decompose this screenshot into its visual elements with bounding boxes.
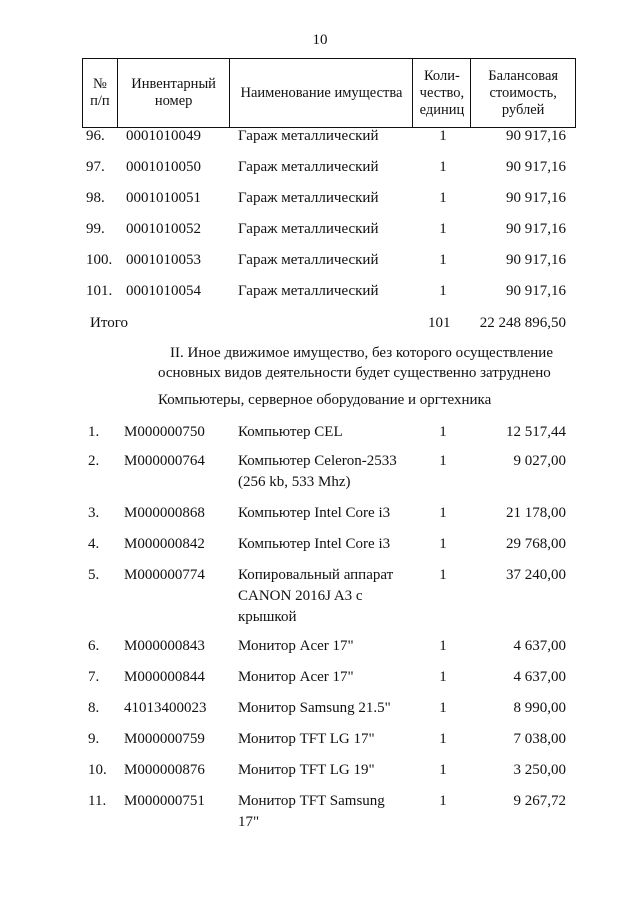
row-inventory: 0001010049 <box>126 128 201 144</box>
table-row <box>0 422 640 444</box>
row-qty: 1 <box>439 762 447 778</box>
row-inventory: M000000759 <box>124 731 205 747</box>
row-name: Гараж металлический <box>238 128 379 144</box>
row-name: Гараж металлический <box>238 283 379 299</box>
total-row <box>0 313 640 335</box>
header-balance-cost: Балансовая стоимость, рублей <box>471 59 576 128</box>
row-cost: 90 917,16 <box>506 252 566 268</box>
table-row <box>0 281 640 303</box>
row-name: Гараж металлический <box>238 159 379 175</box>
table-row <box>0 126 640 148</box>
header-quantity: Коли- чество, единиц <box>413 59 471 128</box>
table-row <box>0 219 640 241</box>
row-cost: 7 038,00 <box>513 731 566 747</box>
row-qty: 1 <box>439 505 447 521</box>
row-inventory: M000000764 <box>124 453 205 469</box>
row-name: Монитор Acer 17" <box>238 669 354 685</box>
row-cost: 90 917,16 <box>506 159 566 175</box>
header-inventory-number: Инвентарный номер <box>117 59 230 128</box>
row-inventory: M000000876 <box>124 762 205 778</box>
row-name: Монитор TFT Samsung 17" <box>238 793 385 830</box>
row-number: 9. <box>88 731 100 747</box>
row-cost: 90 917,16 <box>506 128 566 144</box>
row-cost: 12 517,44 <box>506 424 566 440</box>
row-name: Монитор TFT LG 17" <box>238 731 375 747</box>
row-name: Компьютер Intel Core i3 <box>238 536 391 552</box>
row-number: 3. <box>88 505 100 521</box>
row-name: Компьютер Intel Core i3 <box>238 505 391 521</box>
table-row <box>0 250 640 272</box>
row-qty: 1 <box>439 638 447 654</box>
row-number: 101. <box>86 283 113 299</box>
header-num: № п/п <box>83 59 118 128</box>
row-number: 99. <box>86 221 105 237</box>
section-heading-line1: II. Иное движимое имущество, без которого осуществление <box>170 345 553 361</box>
row-cost: 8 990,00 <box>513 700 566 716</box>
row-qty: 1 <box>439 252 447 268</box>
table-row <box>0 729 640 751</box>
row-name: Копировальный аппарат CANON 2016J A3 с крышкой <box>238 567 394 625</box>
row-cost: 29 768,00 <box>506 536 566 552</box>
row-inventory: 0001010053 <box>126 252 201 268</box>
row-qty: 1 <box>439 190 447 206</box>
row-inventory: M000000751 <box>124 793 205 809</box>
page-number: 10 <box>312 32 328 48</box>
table-row <box>0 534 640 556</box>
row-number: 96. <box>86 128 105 144</box>
row-qty: 1 <box>439 283 447 299</box>
row-number: 7. <box>88 669 100 685</box>
row-number: 98. <box>86 190 105 206</box>
table-row <box>0 188 640 210</box>
table-row <box>0 157 640 179</box>
row-inventory: M000000844 <box>124 669 205 685</box>
row-name: Монитор TFT LG 19" <box>238 762 375 778</box>
row-number: 5. <box>88 567 100 583</box>
row-cost: 90 917,16 <box>506 283 566 299</box>
row-inventory: M000000843 <box>124 638 205 654</box>
table-row <box>0 451 640 495</box>
row-name: Гараж металлический <box>238 252 379 268</box>
table-row <box>0 636 640 658</box>
table-row <box>0 503 640 525</box>
row-cost: 4 637,00 <box>513 669 566 685</box>
section-subheading: Компьютеры, серверное оборудование и оргтехника <box>158 392 492 408</box>
row-number: 97. <box>86 159 105 175</box>
row-qty: 1 <box>439 731 447 747</box>
row-number: 10. <box>88 762 107 778</box>
row-qty: 1 <box>439 424 447 440</box>
row-cost: 9 027,00 <box>513 453 566 469</box>
row-inventory: M000000842 <box>124 536 205 552</box>
row-inventory: M000000750 <box>124 424 205 440</box>
row-number: 4. <box>88 536 100 552</box>
row-qty: 1 <box>439 669 447 685</box>
section-heading-line2: основных видов деятельности будет существенно затруднено <box>158 365 551 381</box>
row-number: 100. <box>86 252 113 268</box>
row-name: Гараж металлический <box>238 221 379 237</box>
row-qty: 1 <box>439 128 447 144</box>
row-inventory: M000000868 <box>124 505 205 521</box>
row-number: 6. <box>88 638 100 654</box>
table-row <box>0 667 640 689</box>
row-name: Монитор Acer 17" <box>238 638 354 654</box>
row-cost: 9 267,72 <box>513 793 566 809</box>
row-qty: 1 <box>439 221 447 237</box>
row-name: Компьютер CEL <box>238 424 343 440</box>
table-row <box>0 565 640 629</box>
row-cost: 37 240,00 <box>506 567 566 583</box>
row-inventory: 41013400023 <box>124 700 207 716</box>
row-qty: 1 <box>439 793 447 809</box>
header-property-name: Наименование имущества <box>230 59 413 128</box>
row-inventory: M000000774 <box>124 567 205 583</box>
row-qty: 1 <box>439 536 447 552</box>
row-cost: 90 917,16 <box>506 221 566 237</box>
row-number: 11. <box>88 793 107 809</box>
row-number: 8. <box>88 700 100 716</box>
row-inventory: 0001010051 <box>126 190 201 206</box>
row-qty: 1 <box>439 567 447 583</box>
row-cost: 3 250,00 <box>513 762 566 778</box>
row-qty: 1 <box>439 159 447 175</box>
row-number: 1. <box>88 424 100 440</box>
table-header <box>82 58 576 128</box>
row-name: Гараж металлический <box>238 190 379 206</box>
table-row <box>0 698 640 720</box>
row-qty: 1 <box>439 700 447 716</box>
row-cost: 21 178,00 <box>506 505 566 521</box>
row-inventory: 0001010052 <box>126 221 201 237</box>
row-cost: 4 637,00 <box>513 638 566 654</box>
row-inventory: 0001010054 <box>126 283 201 299</box>
row-name: Монитор Samsung 21.5" <box>238 700 391 716</box>
total-qty: 101 <box>428 315 451 331</box>
table-row <box>0 791 640 835</box>
total-cost: 22 248 896,50 <box>479 315 566 331</box>
total-label: Итого <box>90 315 128 331</box>
row-number: 2. <box>88 453 100 469</box>
table-row <box>0 760 640 782</box>
row-qty: 1 <box>439 453 447 469</box>
row-cost: 90 917,16 <box>506 190 566 206</box>
row-name: Компьютер Celeron-2533 (256 kb, 533 Mhz) <box>238 453 397 490</box>
row-inventory: 0001010050 <box>126 159 201 175</box>
